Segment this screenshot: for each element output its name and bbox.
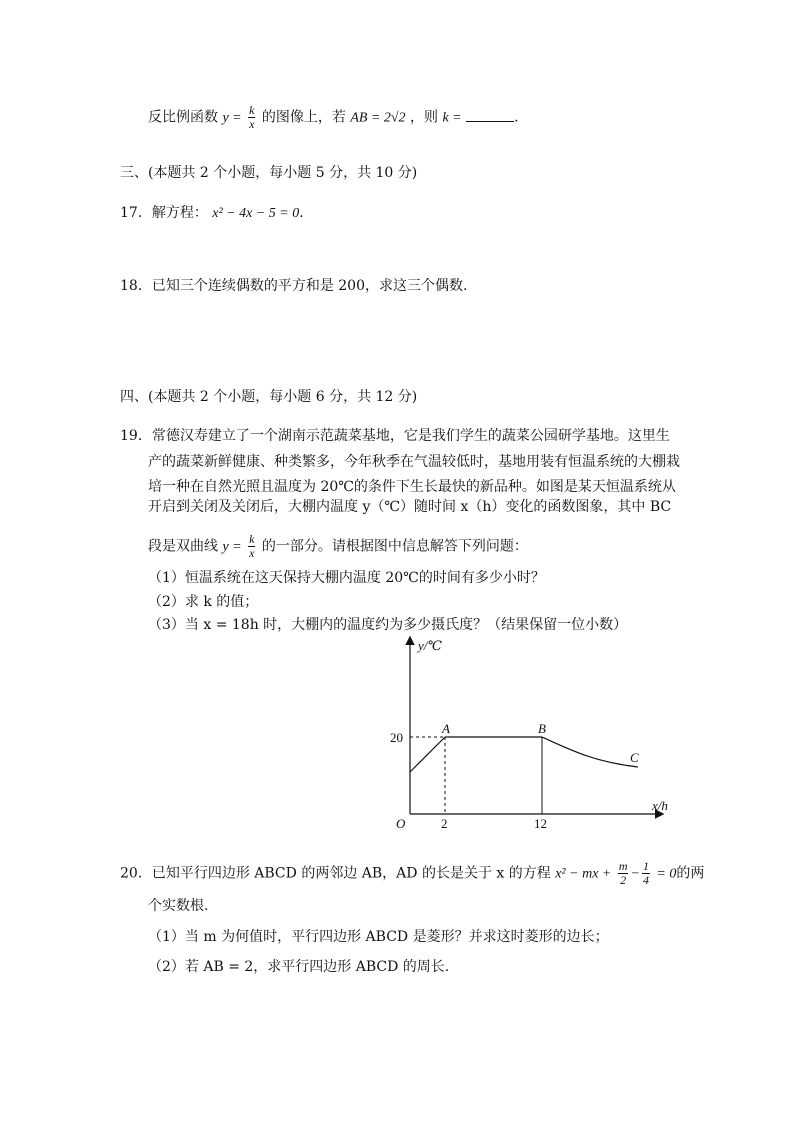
question-17	[120, 203, 304, 224]
q18-number: 18．	[120, 278, 152, 294]
origin-label: O	[396, 816, 406, 831]
q19-frac-den: x	[249, 546, 255, 560]
point-B-label: B	[538, 721, 546, 736]
q19-sub-2: （2）求 k 的值；	[148, 594, 259, 610]
q17-end: .	[299, 205, 304, 221]
q20-text-1a: 已知平行四边形 ABCD 的两邻边 AB，AD 的长是关于 x 的方程	[151, 865, 551, 882]
q20-fraction-2	[642, 860, 650, 887]
x-tick-2: 2	[441, 816, 448, 831]
q16-fraction	[248, 104, 255, 131]
q16-continuation	[148, 104, 519, 131]
temperature-graph	[380, 630, 680, 836]
q20-equation-b: = 0	[656, 866, 677, 882]
q19-text-3: 培一种在自然光照且温度为 20℃的条件下生长最快的新品种。如图是某天恒温系统从	[148, 479, 676, 495]
q20-sub-2: （2）若 AB = 2，求平行四边形 ABCD 的周长.	[148, 959, 450, 975]
q16-text-pre: 反比例函数	[148, 109, 218, 126]
q20-equation-a: x² − mx +	[555, 866, 612, 882]
q20-frac2-num: 1	[642, 859, 649, 873]
curve-BC	[542, 737, 638, 767]
q20-text-1b: 的两	[676, 865, 705, 882]
q16-k: k =	[442, 110, 462, 126]
q19-hyperbola-eq: y =	[222, 539, 242, 555]
q20-text-2: 个实数根.	[148, 898, 209, 914]
question-18	[120, 276, 467, 296]
q19-text-4: 开启到关闭及关闭后，大棚内温度 y（℃）随时间 x（h）变化的函数图象，其中 BC	[148, 499, 672, 515]
q17-equation: x² − 4x − 5 = 0	[212, 206, 300, 221]
q20-frac2-den: 4	[642, 873, 649, 887]
q20-number: 20．	[120, 865, 152, 882]
q16-text-mid: 的图像上，若	[261, 109, 346, 126]
point-A-label: A	[442, 721, 450, 736]
q20-fraction-1	[618, 860, 629, 887]
q17-number: 17．	[120, 205, 152, 221]
section-3-title: 三、(本题共 2 个小题，每小题 5 分，共 10 分)	[120, 165, 418, 181]
q19-frac-num: k	[249, 532, 255, 546]
q20-frac1-num: m	[618, 859, 628, 873]
q19-sub-3: （3）当 x = 18h 时，大棚内的温度约为多少摄氏度？（结果保留一位小数）	[148, 617, 628, 633]
question-20-line-1: 20．已知平行四边形 ABCD 的两邻边 AB，AD 的长是关于 x 的方程 x² − mx + $\frac{m}{2}$ − $\frac{1}{4}$ = 0的两	[120, 859, 705, 887]
q19-text-2: 产的蔬菜新鲜健康、种类繁多，今年秋季在气温较低时，基地用装有恒温系统的大棚栽	[148, 454, 680, 470]
x-tick-12: 12	[534, 816, 547, 831]
q16-condition: AB = 2√2	[350, 110, 406, 126]
segment-rise	[410, 737, 445, 772]
y-axis-label: y/℃	[418, 638, 442, 653]
q19-text-5	[148, 533, 528, 560]
q19-fraction	[248, 533, 255, 560]
q18-text: 已知三个连续偶数的平方和是 200，求这三个偶数.	[151, 278, 468, 294]
q19-sub-1: （1）恒温系统在这天保持大棚内温度 20℃的时间有多少小时？	[148, 570, 545, 586]
q16-frac-num: k	[249, 103, 255, 117]
x-axis-label: x/h	[652, 798, 668, 813]
y-tick-20: 20	[390, 730, 403, 745]
q16-end: .	[514, 109, 519, 126]
question-19-line-1	[120, 426, 670, 446]
q16-eq: y =	[222, 110, 242, 126]
q19-text-5a: 段是双曲线	[148, 538, 218, 555]
q20-sub-1: （1）当 m 为何值时，平行四边形 ABCD 是菱形？并求这时菱形的边长；	[148, 929, 609, 945]
q19-text-5b: 的一部分。请根据图中信息解答下列问题：	[261, 538, 528, 555]
point-C-label: C	[630, 750, 639, 765]
q16-answer-blank[interactable]	[466, 107, 514, 122]
q19-text-1: 常德汉寿建立了一个湖南示范蔬菜基地，它是我们学生的蔬菜公园研学基地。这里生	[151, 428, 670, 444]
section-4-title: 四、(本题共 2 个小题，每小题 6 分，共 12 分)	[120, 389, 418, 405]
q17-text: 解方程：	[151, 205, 208, 221]
q19-number: 19．	[120, 428, 152, 444]
q16-text-after: ，则	[410, 109, 438, 126]
q20-frac1-den: 2	[620, 873, 627, 887]
q16-frac-den: x	[249, 117, 255, 131]
